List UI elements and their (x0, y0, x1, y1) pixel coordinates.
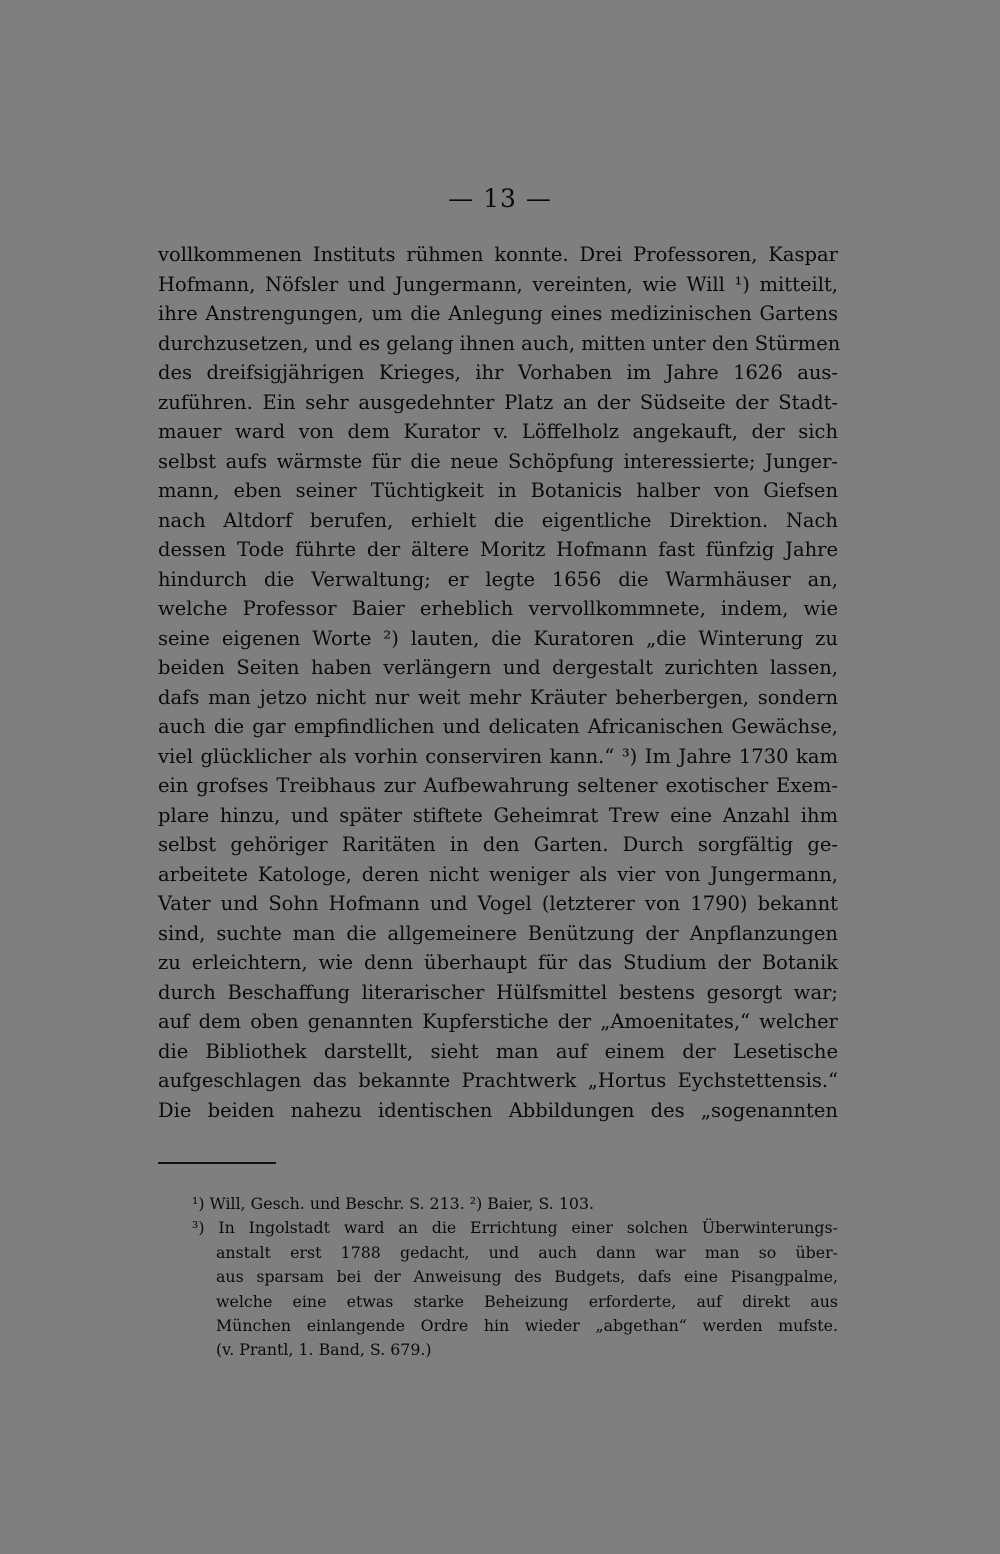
text-line: seine eigenen Worte ²) lauten, die Kuratoren „die Winterung zu (158, 626, 838, 650)
body-text (158, 240, 841, 1125)
text-line: nach Altdorf berufen, erhielt die eigentliche Direktion. Nach (158, 508, 838, 532)
text-line: mauer ward von dem Kurator v. Löffelholz angekauft, der sich (158, 420, 838, 443)
text-line: aufgeschlagen das bekannte Prachtwerk „Hortus Eychstettensis.“ (158, 1069, 838, 1092)
text-line: selbst gehöriger Raritäten in den Garten. Durch sorgfältig ge- (158, 833, 838, 856)
text-line: hindurch die Verwaltung; er legte 1656 die Warmhäuser an, (158, 567, 838, 591)
text-line: beiden Seiten haben verlängern und dergestalt zurichten lassen, (158, 656, 838, 679)
footnote-line: (v. Prantl, 1. Band, S. 679.) (216, 1340, 432, 1360)
text-line: durch Beschaffung literarischer Hülfsmittel bestens gesorgt war; (158, 980, 838, 1004)
text-line: sind, suchte man die allgemeinere Benützung der Anpflanzungen (158, 921, 838, 945)
text-line: durchzusetzen, und es gelang ihnen auch, mitten unter den Stürmen (158, 331, 841, 355)
text-line: Hofmann, Nöfsler und Jungermann, vereinten, wie Will ¹) mitteilt, (158, 272, 838, 296)
text-line: ihre Anstrengungen, um die Anlegung eines medizinischen Gartens (158, 302, 838, 325)
text-line: ein grofses Treibhaus zur Aufbewahrung seltener exotischer Exem- (158, 774, 838, 797)
text-line: auch die gar empfindlichen und delicaten Africanischen Gewächse, (158, 715, 838, 738)
text-line: die Bibliothek darstellt, sieht man auf einem der Lesetische (158, 1039, 838, 1063)
footnote-line: anstalt erst 1788 gedacht, und auch dann war man so über- (216, 1242, 838, 1262)
text-line: Vater und Sohn Hofmann und Vogel (letzterer von 1790) bekannt (158, 892, 838, 915)
text-line: zuführen. Ein sehr ausgedehnter Platz an der Südseite der Stadt- (158, 390, 838, 414)
footnote-divider (158, 1162, 276, 1164)
footnote-line: ¹) Will, Gesch. und Beschr. S. 213. ²) Baier, S. 103. (192, 1194, 595, 1213)
footnote-line: welche eine etwas starke Beheizung erforderte, auf direkt aus (216, 1291, 838, 1311)
text-line: zu erleichtern, wie denn überhaupt für das Studium der Botanik (158, 951, 838, 974)
text-line: auf dem oben genannten Kupferstiche der „Amoenitates,“ welcher (158, 1010, 838, 1033)
footnotes (192, 1192, 838, 1363)
text-line: viel glücklicher als vorhin conserviren kann.“ ³) Im Jahre 1730 kam (158, 744, 838, 768)
footnote-line: aus sparsam bei der Anweisung des Budgets, dafs eine Pisangpalme, (216, 1267, 838, 1287)
text-line: mann, eben seiner Tüchtigkeit in Botanicis halber von Giefsen (158, 479, 838, 502)
text-line: plare hinzu, und später stiftete Geheimrat Trew eine Anzahl ihm (158, 803, 838, 827)
text-line: des dreifsigjährigen Krieges, ihr Vorhaben im Jahre 1626 aus- (158, 361, 838, 384)
footnote-line: ³) In Ingolstadt ward an die Errichtung einer solchen Überwinterungs- (192, 1218, 838, 1238)
text-line: arbeitete Katologe, deren nicht weniger als vier von Jungermann, (158, 862, 838, 886)
text-line: dessen Tode führte der ältere Moritz Hofmann fast fünfzig Jahre (158, 538, 838, 561)
page-number: — 13 — (448, 184, 552, 213)
text-line: vollkommenen Instituts rühmen konnte. Drei Professoren, Kaspar (158, 243, 838, 266)
text-line: welche Professor Baier erheblich vervollkommnete, indem, wie (158, 597, 838, 620)
text-line: dafs man jetzo nicht nur weit mehr Kräuter beherbergen, sondern (158, 685, 838, 709)
text-line: selbst aufs wärmste für die neue Schöpfung interessierte; Junger- (158, 449, 838, 473)
footnote-line: München einlangende Ordre hin wieder „abgethan“ werden mufste. (216, 1315, 838, 1335)
text-line: Die beiden nahezu identischen Abbildungen des „sogenannten (158, 1098, 838, 1122)
